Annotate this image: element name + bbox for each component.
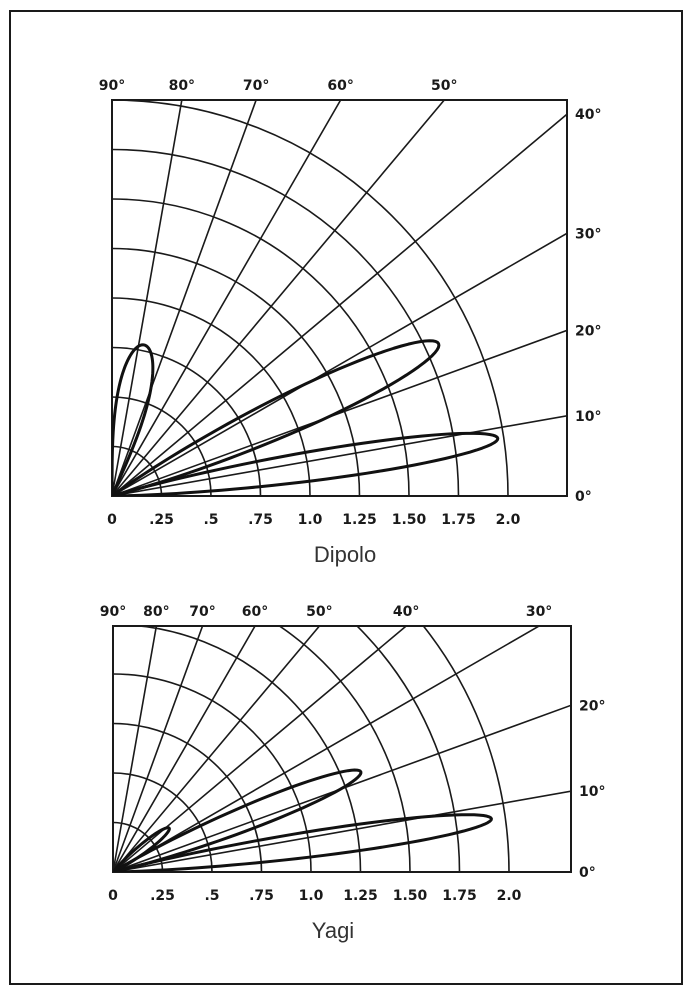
- radial-line-10: [113, 716, 698, 872]
- r-tick-label: .75: [248, 512, 273, 528]
- r-tick-label: 0: [107, 512, 117, 528]
- radial-line-80: [112, 0, 268, 496]
- angle-label-top: 50°: [431, 78, 458, 94]
- chart-title: Yagi: [311, 918, 355, 943]
- r-tick-label: 1.25: [343, 888, 378, 904]
- r-tick-label: 2.0: [495, 512, 521, 528]
- angle-label-top: 90°: [98, 78, 126, 94]
- radial-line-40: [112, 0, 698, 496]
- radiation-lobe-0: [113, 815, 491, 872]
- plot-box: [112, 100, 567, 496]
- r-tick-label: 2.0: [496, 888, 522, 904]
- polar-grid: [113, 0, 698, 872]
- radial-line-70: [112, 0, 420, 496]
- dipolo-chart: [99, 0, 698, 567]
- angle-label-right: 10°: [575, 408, 602, 425]
- angle-label-right: 10°: [579, 784, 606, 801]
- radial-line-60: [113, 93, 563, 872]
- r-tick-label: 1.75: [441, 512, 476, 528]
- r-tick-label: .5: [204, 888, 220, 904]
- radial-line-50: [112, 0, 691, 496]
- angle-label-top: 60°: [327, 78, 354, 94]
- angle-label-top: 80°: [168, 78, 196, 94]
- angle-label-top: 80°: [143, 604, 170, 620]
- angle-label-top: 30°: [525, 604, 553, 620]
- r-tick-label: .75: [249, 888, 274, 904]
- r-tick-label: 1.0: [297, 512, 323, 528]
- r-tick-label: 1.50: [392, 888, 428, 904]
- angle-label-right: 20°: [579, 698, 606, 715]
- angle-label-top: 40°: [392, 604, 420, 620]
- angle-label-right: 30°: [575, 226, 602, 243]
- r-tick-label: 1.75: [442, 888, 477, 904]
- r-tick-label: 1.50: [391, 512, 427, 528]
- angle-label-right: 0°: [575, 489, 592, 505]
- angle-label-right: 40°: [575, 107, 602, 124]
- r-tick-label: .25: [150, 888, 175, 904]
- radial-line-40: [113, 293, 698, 872]
- angle-label-right: 0°: [579, 865, 596, 881]
- polar-grid: [112, 0, 698, 496]
- angle-label-top: 60°: [241, 604, 269, 620]
- angle-label-top: 70°: [189, 604, 216, 620]
- radiation-lobe-1: [112, 341, 439, 496]
- angle-label-top: 90°: [99, 604, 127, 620]
- angle-label-top: 50°: [306, 604, 333, 620]
- r-tick-label: .5: [203, 512, 219, 528]
- r-tick-label: 1.0: [298, 888, 324, 904]
- radial-line-60: [112, 0, 562, 496]
- r-tick-label: 0: [108, 888, 118, 904]
- angle-label-right: 20°: [575, 323, 602, 340]
- radial-line-30: [112, 46, 698, 496]
- radial-line-30: [113, 422, 698, 872]
- chart-title: Dipolo: [313, 542, 377, 567]
- angle-label-top: 70°: [242, 78, 270, 94]
- r-tick-label: .25: [149, 512, 174, 528]
- r-tick-label: 1.25: [342, 512, 377, 528]
